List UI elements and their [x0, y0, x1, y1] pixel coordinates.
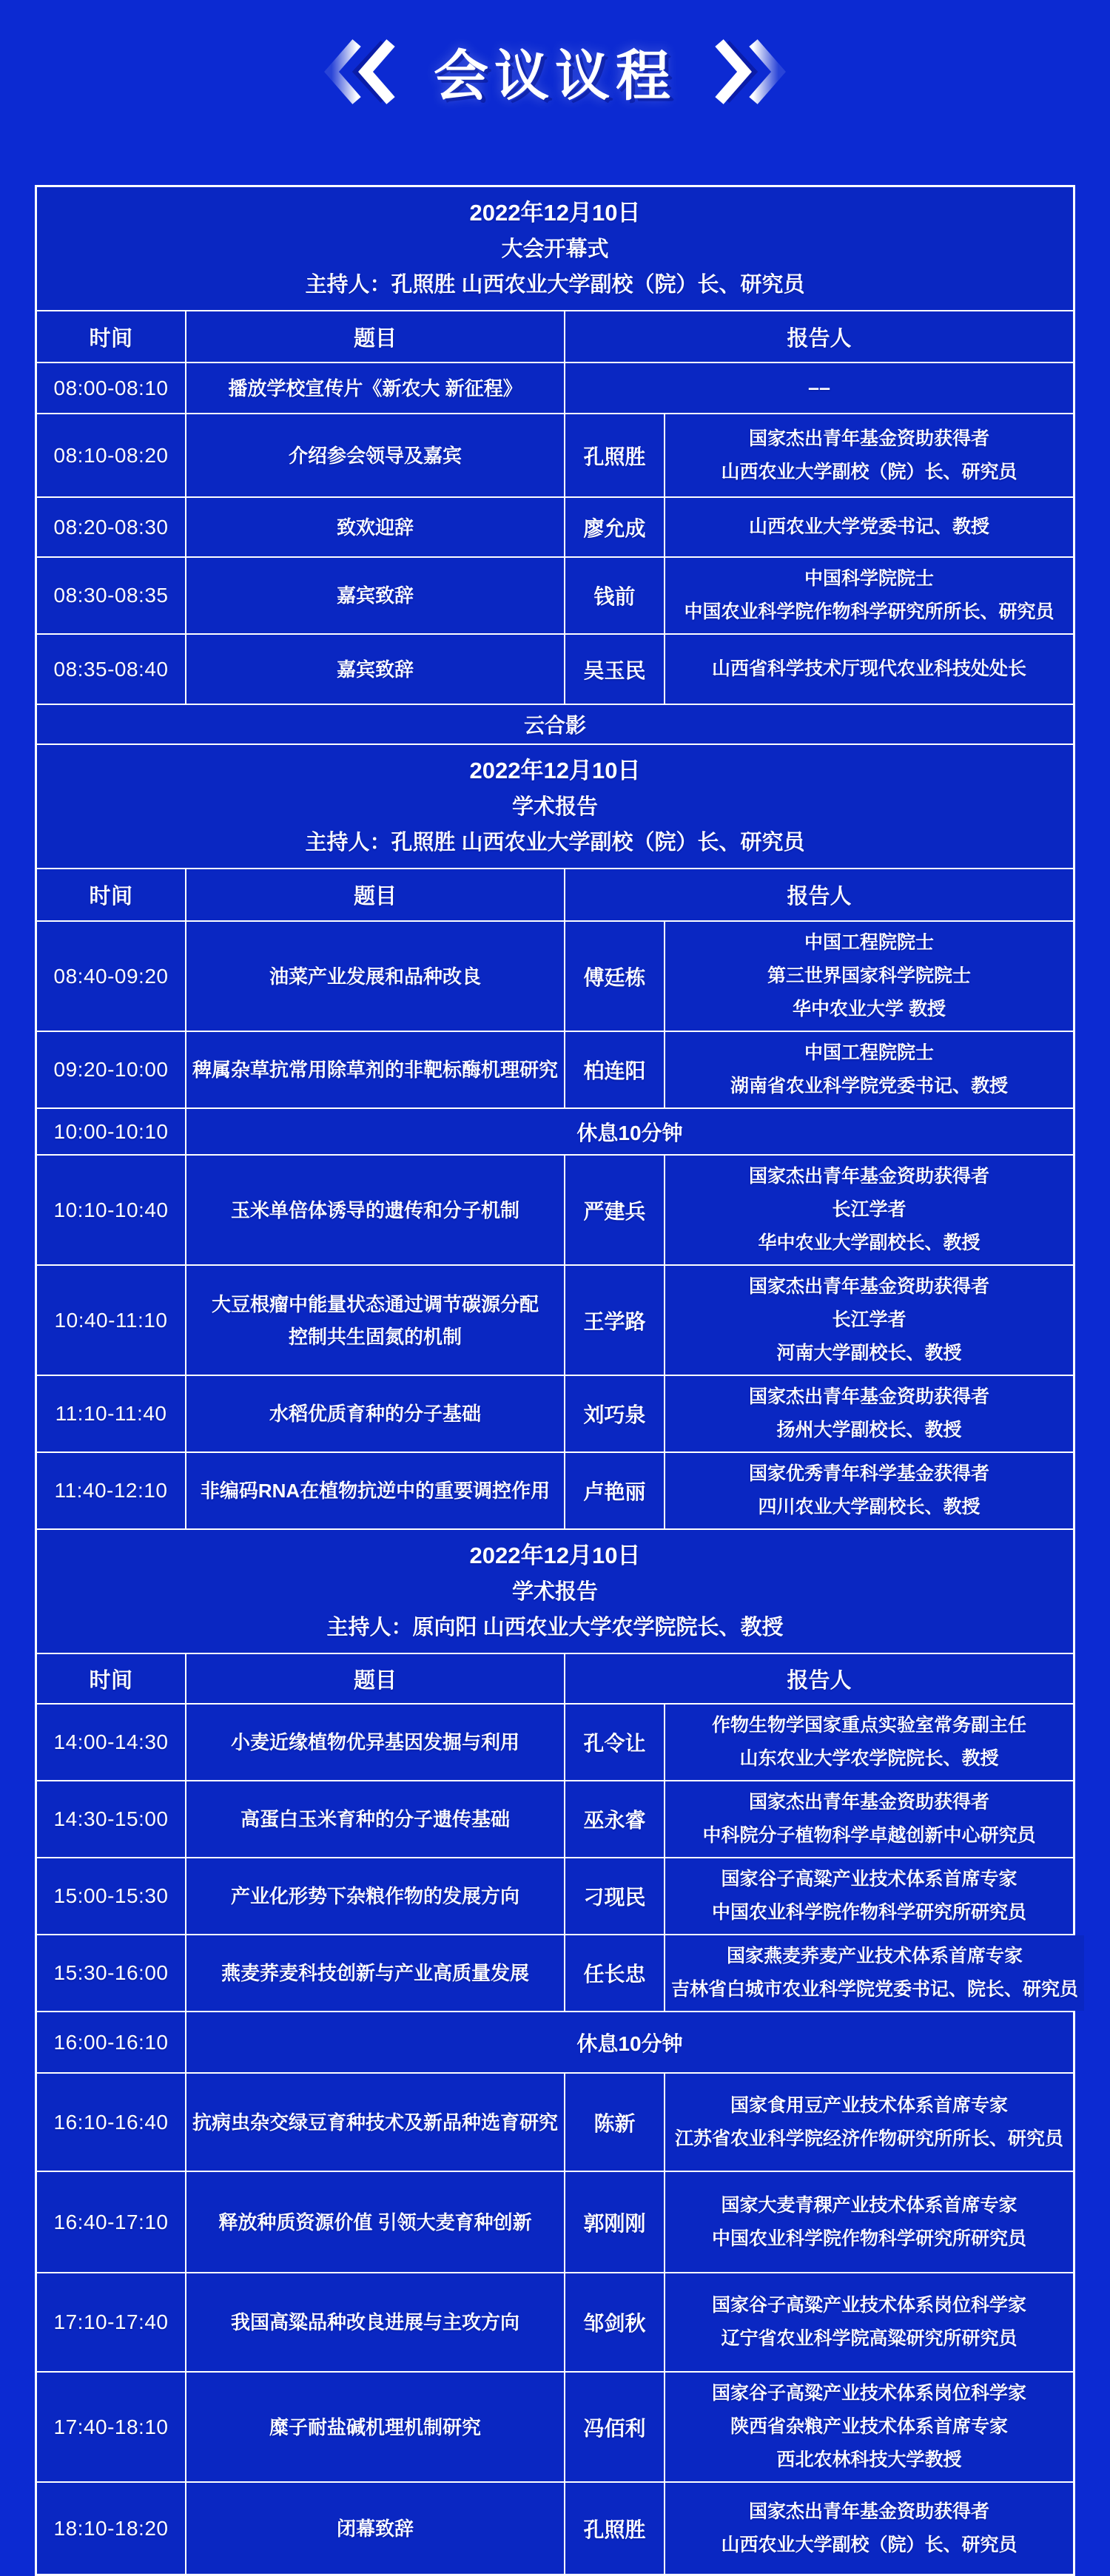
affiliation-line: 中科院分子植物科学卓越创新中心研究员: [702, 1825, 1036, 1846]
affiliation-line: 陕西省杂粮产业技术体系首席专家: [730, 2416, 1008, 2437]
speaker-name-cell: 廖允成: [565, 498, 664, 556]
affiliation-line: 扬州大学副校长、教授: [776, 1420, 962, 1440]
time-cell: 08:20-08:30: [37, 498, 185, 556]
affiliation-line: 西北农林科技大学教授: [776, 2449, 962, 2470]
title-cell: [186, 1453, 564, 1528]
affiliation-line: 中国农业科学院作物科学研究所研究员: [711, 1902, 1026, 1923]
break-row: [37, 1109, 1073, 1154]
section-host: 主持人：原向阳 山西农业大学农学院院长、教授: [326, 1616, 784, 1639]
affiliation-line: 湖南省农业科学院党委书记、教授: [730, 1076, 1008, 1096]
speaker-name-cell: 刁现民: [565, 1858, 664, 1934]
speaker-name-cell: 钱前: [565, 558, 664, 633]
title-line: 我国高粱品种改良进展与主攻方向: [230, 2311, 519, 2333]
speaker-name-cell: 王学路: [565, 1266, 664, 1375]
title-cell: [186, 922, 564, 1031]
speaker-name-cell: 郭刚刚: [565, 2172, 664, 2272]
affiliation-line: 河南大学副校长、教授: [776, 1343, 962, 1363]
title-line: 致欢迎辞: [336, 516, 414, 539]
speaker-name-cell: 孔照胜: [565, 414, 664, 496]
title-line: 控制共生固氮的机制: [288, 1325, 462, 1348]
column-header-row: [37, 311, 1073, 362]
talk-row: [37, 2172, 1073, 2272]
time-cell: 14:30-15:00: [37, 1781, 185, 1857]
affiliation-cell: [665, 2373, 1073, 2481]
title-line: 高蛋白玉米育种的分子遗传基础: [240, 1808, 510, 1830]
section-header-row: [37, 187, 1073, 310]
affiliation-line: 作物生物学国家重点实验室常务副主任: [711, 1715, 1026, 1736]
affiliation-cell: [665, 414, 1073, 496]
title-cell: [186, 2483, 564, 2574]
title-cell: [186, 1376, 564, 1451]
title-line: 稗属杂草抗常用除草剂的非靶标酶机理研究: [192, 1059, 559, 1081]
affiliation-line: 国家杰出青年基金资助获得者: [748, 1386, 989, 1407]
title-line: 非编码RNA在植物抗逆中的重要调控作用: [200, 1480, 551, 1502]
title-cell: [186, 2074, 564, 2171]
column-header-speaker: 报告人: [565, 311, 1073, 362]
speaker-name-cell: 刘巧泉: [565, 1376, 664, 1451]
time-cell: 16:00-16:10: [37, 2012, 185, 2072]
speaker-name-cell: 吴玉民: [565, 635, 664, 704]
title-line: 小麦近缘植物优异基因发掘与利用: [230, 1731, 519, 1753]
time-cell: 10:10-10:40: [37, 1156, 185, 1264]
column-header-row: [37, 869, 1073, 920]
column-header-speaker: 报告人: [565, 1654, 1073, 1703]
section-session: 学术报告: [511, 1580, 598, 1604]
full-width-note-cell: 云合影: [37, 705, 1073, 744]
affiliation-cell: [665, 1032, 1073, 1107]
title-cell: [186, 1266, 564, 1375]
column-header-speaker: 报告人: [565, 869, 1073, 920]
time-cell: 11:10-11:40: [37, 1376, 185, 1451]
title-line: 产业化形势下杂粮作物的发展方向: [230, 1885, 519, 1907]
affiliation-line: 中国工程院院士: [804, 932, 934, 953]
column-header-row: [37, 1654, 1073, 1703]
affiliation-line: 国家食用豆产业技术体系首席专家: [730, 2094, 1008, 2116]
affiliation-line: 中国工程院院士: [804, 1042, 934, 1063]
affiliation-cell: [665, 1781, 1073, 1857]
talk-row: [37, 414, 1073, 496]
title-line: 释放种质资源价值 引领大麦育种创新: [218, 2211, 532, 2233]
column-header-title: 题目: [186, 311, 564, 362]
speaker-name-cell: 柏连阳: [565, 1032, 664, 1107]
affiliation-cell: [665, 2273, 1073, 2371]
affiliation-line: 山西省科学技术厅现代农业科技处处长: [711, 658, 1026, 679]
affiliation-line: 中国农业科学院作物科学研究所研究员: [711, 2228, 1026, 2249]
affiliation-line: 四川农业大学副校长、教授: [758, 1497, 980, 1517]
affiliation-cell: [665, 2172, 1073, 2272]
section-host: 主持人：孔照胜 山西农业大学副校（院）长、研究员: [305, 831, 805, 854]
talk-row: [37, 922, 1073, 1031]
affiliation-line: 第三世界国家科学院院士: [767, 965, 971, 986]
talk-row: [37, 1453, 1073, 1528]
title-cell: [186, 2273, 564, 2371]
time-cell: 08:10-08:20: [37, 414, 185, 496]
affiliation-line: 长江学者: [832, 1309, 906, 1330]
affiliation-line: 中国农业科学院作物科学研究所所长、研究员: [684, 601, 1054, 622]
time-cell: 15:30-16:00: [37, 1935, 185, 2011]
affiliation-line: 国家优秀青年科学基金获得者: [748, 1463, 989, 1484]
talk-row: [37, 2483, 1073, 2574]
affiliation-cell: [665, 1935, 1084, 2011]
affiliation-cell: [665, 1453, 1073, 1528]
talk-row: [37, 1266, 1073, 1375]
talk-row: [37, 363, 1073, 413]
talk-row: [37, 1705, 1073, 1780]
title-line: 播放学校宣传片《新农大 新征程》: [228, 377, 522, 399]
affiliation-cell: [665, 2074, 1073, 2171]
time-cell: 17:10-17:40: [37, 2273, 185, 2371]
title-line: 嘉宾致辞: [336, 584, 414, 607]
title-cell: [186, 414, 564, 496]
title-cell: [186, 363, 564, 413]
column-header-title: 题目: [186, 869, 564, 920]
title-cell: [186, 2373, 564, 2481]
section-header-row: [37, 1530, 1073, 1653]
title-cell: [186, 1935, 564, 2011]
title-cell: [186, 1156, 564, 1264]
affiliation-line: 山西农业大学副校（院）长、研究员: [721, 461, 1018, 482]
section-header-row: [37, 745, 1073, 868]
affiliation-cell: [665, 1705, 1073, 1780]
column-header-time: 时间: [37, 311, 185, 362]
talk-row: [37, 1156, 1073, 1264]
affiliation-line: 国家杰出青年基金资助获得者: [748, 428, 989, 449]
section-session: 学术报告: [511, 795, 598, 819]
title-cell: [186, 635, 564, 704]
title-line: 抗病虫杂交绿豆育种技术及新品种选育研究: [192, 2111, 559, 2134]
talk-row: [37, 2373, 1073, 2481]
title-line: 大豆根瘤中能量状态通过调节碳源分配: [211, 1292, 539, 1315]
time-cell: 16:10-16:40: [37, 2074, 185, 2171]
speaker-name-cell: 傅廷栋: [565, 922, 664, 1031]
affiliation-cell: [665, 498, 1073, 556]
section-header-cell: [37, 187, 1073, 310]
column-header-title: 题目: [186, 1654, 564, 1703]
title-line: 水稻优质育种的分子基础: [269, 1403, 481, 1425]
time-cell: 14:00-14:30: [37, 1705, 185, 1780]
speaker-name-cell: 严建兵: [565, 1156, 664, 1264]
agenda-table: [35, 185, 1079, 2576]
break-row: [37, 2012, 1073, 2072]
affiliation-cell: [665, 1266, 1073, 1375]
speaker-name-cell: 孔照胜: [565, 2483, 664, 2574]
talk-row: [37, 558, 1073, 633]
affiliation-line: 长江学者: [832, 1199, 906, 1220]
speaker-name-cell: 邹剑秋: [565, 2273, 664, 2371]
photo-row: [37, 705, 1073, 744]
time-cell: 11:40-12:10: [37, 1453, 185, 1528]
title-cell: [186, 1858, 564, 1934]
talk-row: [37, 635, 1073, 704]
speaker-name-cell: 孔令让: [565, 1705, 664, 1780]
affiliation-line: 山西农业大学党委书记、教授: [748, 516, 989, 537]
section-header-cell: [37, 1530, 1073, 1653]
affiliation-cell: [665, 635, 1073, 704]
talk-row: [37, 1781, 1073, 1857]
affiliation-line: 山东农业大学农学院院长、教授: [739, 1748, 999, 1769]
affiliation-line: 辽宁省农业科学院高粱研究所研究员: [721, 2328, 1018, 2349]
time-cell: 08:00-08:10: [37, 363, 185, 413]
page-title-banner: [0, 0, 1110, 144]
talk-row: [37, 1032, 1073, 1107]
page-title: 会议议程: [434, 45, 676, 107]
time-cell: 08:35-08:40: [37, 635, 185, 704]
affiliation-line: 国家谷子高粱产业技术体系首席专家: [721, 1869, 1018, 1889]
title-cell: [186, 1032, 564, 1107]
time-cell: 10:40-11:10: [37, 1266, 185, 1375]
title-line: 燕麦荞麦科技创新与产业高质量发展: [221, 1962, 529, 1984]
affiliation-line: 国家燕麦荞麦产业技术体系首席专家: [727, 1946, 1023, 1966]
affiliation-line: 江苏省农业科学院经济作物研究所所长、研究员: [674, 2128, 1063, 2149]
title-cell: [186, 1705, 564, 1780]
talk-row: [37, 1376, 1073, 1451]
affiliation-cell: [665, 1156, 1073, 1264]
affiliation-line: 华中农业大学副校长、教授: [758, 1233, 980, 1253]
affiliation-cell: [665, 922, 1073, 1031]
title-line: 油菜产业发展和品种改良: [269, 965, 481, 988]
time-cell: 18:10-18:20: [37, 2483, 185, 2574]
affiliation-line: 国家谷子高粱产业技术体系岗位科学家: [711, 2295, 1026, 2316]
section-session: 大会开幕式: [501, 237, 609, 261]
time-cell: 17:40-18:10: [37, 2373, 185, 2481]
time-cell: 15:00-15:30: [37, 1858, 185, 1934]
section-date: 2022年12月10日: [469, 758, 641, 783]
title-cell: [186, 558, 564, 633]
break-note-cell: 休息10分钟: [186, 2012, 1073, 2072]
speaker-note-cell: ––: [565, 363, 1073, 413]
time-cell: 10:00-10:10: [37, 1109, 185, 1154]
affiliation-line: 国家大麦青稞产业技术体系首席专家: [721, 2194, 1018, 2216]
affiliation-line: 国家杰出青年基金资助获得者: [748, 1276, 989, 1297]
talk-row: [37, 2074, 1073, 2171]
affiliation-line: 华中农业大学 教授: [793, 999, 946, 1019]
double-chevron-left-icon: [324, 39, 401, 104]
title-line: 玉米单倍体诱导的遗传和分子机制: [230, 1198, 519, 1221]
affiliation-line: 国家杰出青年基金资助获得者: [748, 1792, 989, 1813]
section-header-cell: [37, 745, 1073, 868]
speaker-name-cell: 冯佰利: [565, 2373, 664, 2481]
section-host: 主持人：孔照胜 山西农业大学副校（院）长、研究员: [305, 273, 805, 297]
time-cell: 16:40-17:10: [37, 2172, 185, 2272]
title-line: 闭幕致辞: [336, 2517, 414, 2540]
affiliation-line: 山西农业大学副校（院）长、研究员: [721, 2534, 1018, 2555]
speaker-name-cell: 陈新: [565, 2074, 664, 2171]
column-header-time: 时间: [37, 1654, 185, 1703]
affiliation-line: 吉林省白城市农业科学院党委书记、院长、研究员: [671, 1979, 1079, 2000]
affiliation-cell: [665, 558, 1073, 633]
speaker-name-cell: 卢艳丽: [565, 1453, 664, 1528]
affiliation-line: 国家谷子高粱产业技术体系岗位科学家: [711, 2383, 1026, 2404]
section-date: 2022年12月10日: [469, 1542, 641, 1568]
time-cell: 08:40-09:20: [37, 922, 185, 1031]
title-line: 糜子耐盐碱机理机制研究: [269, 2415, 481, 2438]
double-chevron-right-icon: [709, 39, 786, 104]
title-cell: [186, 1781, 564, 1857]
talk-row: [37, 1935, 1079, 2011]
speaker-name-cell: 任长忠: [565, 1935, 664, 2011]
affiliation-line: 中国科学院院士: [804, 568, 934, 589]
time-cell: 08:30-08:35: [37, 558, 185, 633]
title-line: 介绍参会领导及嘉宾: [288, 444, 462, 467]
talk-row: [37, 2273, 1073, 2371]
title-cell: [186, 498, 564, 556]
affiliation-line: 国家杰出青年基金资助获得者: [748, 1166, 989, 1187]
affiliation-line: 国家杰出青年基金资助获得者: [748, 2501, 989, 2522]
section-date: 2022年12月10日: [469, 200, 641, 226]
talk-row: [37, 1858, 1073, 1934]
title-line: 嘉宾致辞: [336, 658, 414, 681]
affiliation-cell: [665, 1376, 1073, 1451]
talk-row: [37, 498, 1073, 556]
affiliation-cell: [665, 1858, 1073, 1934]
affiliation-cell: [665, 2483, 1073, 2574]
title-cell: [186, 2172, 564, 2272]
column-header-time: 时间: [37, 869, 185, 920]
speaker-name-cell: 巫永睿: [565, 1781, 664, 1857]
time-cell: 09:20-10:00: [37, 1032, 185, 1107]
break-note-cell: 休息10分钟: [186, 1109, 1073, 1154]
